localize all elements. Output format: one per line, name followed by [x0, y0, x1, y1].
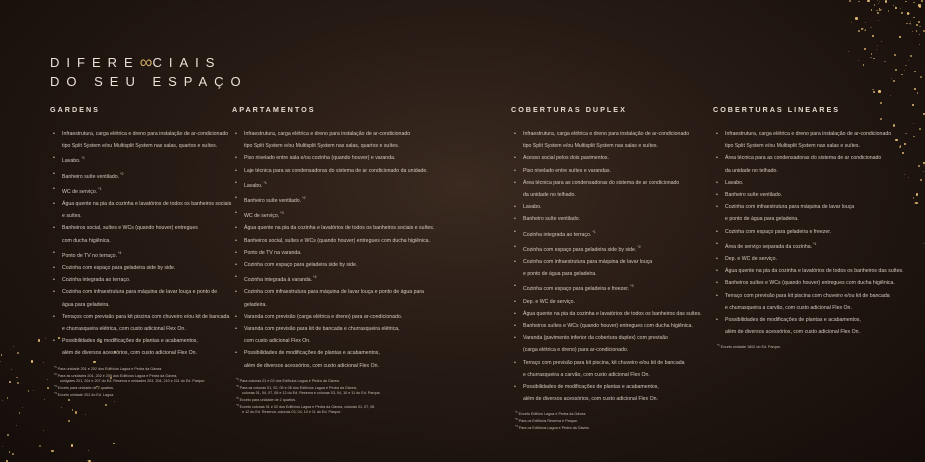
footnote: $^{*3}$ Para os Edifícios Lagoa e Pedra da Gávea. — [515, 424, 590, 431]
sparkle — [12, 453, 14, 455]
feature-item: • Banheiro suíte ventilado. — [725, 189, 904, 201]
feature-item: • Lavabo. $^{*1}$ — [62, 152, 231, 167]
sparkle — [904, 143, 906, 145]
sparkle — [893, 5, 895, 7]
title-line-1: DIFERE∞CIAIS — [50, 52, 222, 72]
sparkle — [913, 17, 915, 19]
sparkle — [923, 165, 924, 166]
sparkle — [919, 26, 920, 27]
footnote: $^{*4}$ Exceto unidade 202 do Ed. Lagoa. — [54, 390, 115, 397]
sparkle — [912, 104, 915, 107]
feature-item: • Cozinha com espaço para geladeira e freezer. $^{*3}$ — [523, 280, 702, 295]
feature-item: • Cozinha com espaço para geladeira e freezer. — [725, 226, 904, 238]
sparkle — [916, 24, 918, 26]
page-title — [50, 52, 248, 91]
sparkle — [908, 13, 910, 15]
sparkle — [905, 1, 907, 3]
sparkle — [851, 22, 852, 23]
feature-item: • Piso nivelado entre sala e/ou cozinha (quando houver) e varanda. — [244, 152, 434, 164]
sparkle — [855, 17, 857, 19]
feature-item: • Laje técnica para as condensadoras do sistema de ar condicionado da unidade. — [244, 165, 434, 177]
sparkle — [7, 434, 9, 436]
footnote-marker: *1 — [97, 186, 102, 191]
feature-item: • Dep. e WC de serviço. — [725, 253, 904, 265]
column-gardens — [50, 105, 231, 398]
footnote-marker: *1 — [262, 180, 267, 185]
feature-item: com custo adicional Flex On. — [244, 338, 311, 345]
sparkle — [913, 123, 914, 124]
sparkle — [45, 338, 46, 339]
feature-item: • Banheiros suítes e WCs (quando houver) entregues com ducha higiênica. — [725, 277, 904, 289]
sparkle — [917, 92, 918, 93]
footnote-marker: *3 — [629, 284, 634, 289]
sparkle — [43, 362, 44, 363]
footnote: $^{*4}$ Exceto colunas 01 e 02 dos Edifícios Lagoa e Pedra da Gávea, colunas 01, 07, 08 — [236, 402, 375, 409]
sparkle — [114, 401, 115, 402]
sparkle — [901, 74, 903, 76]
sparkle — [906, 23, 908, 25]
sparkle — [28, 390, 30, 392]
sparkle — [881, 41, 882, 42]
sparkle — [880, 9, 881, 10]
sparkle — [914, 71, 916, 73]
footnote-marker: *2 — [636, 244, 641, 249]
sparkle — [921, 0, 923, 2]
sparkle — [876, 10, 877, 11]
sparkle — [890, 95, 891, 96]
feature-item: • Lavabo. — [523, 201, 702, 213]
feature-item: tipo Split System e/ou Multisplit System nas salas e suítes. — [725, 143, 860, 150]
sparkle — [68, 420, 70, 422]
sparkle — [918, 21, 920, 23]
feature-item: • Infraestrutura, carga elétrica e dreno para instalação de ar-condicionado — [244, 128, 434, 140]
sparkle — [43, 430, 44, 431]
sparkle — [44, 399, 45, 400]
feature-item: e churrasqueira elétrica, com custo adicional Flex On. — [62, 326, 186, 333]
sparkle — [913, 2, 915, 4]
feature-item: • Possibilidades de modificações de plantas e acabamentos, — [244, 347, 434, 359]
sparkle — [920, 76, 921, 77]
sparkle — [912, 31, 913, 32]
column-heading: GARDENS — [50, 105, 100, 114]
sparkle — [9, 381, 11, 383]
sparkle — [918, 165, 920, 167]
footnotes — [713, 343, 904, 350]
sparkle — [858, 1, 859, 2]
sparkle — [913, 136, 914, 137]
feature-item: com ducha higiênica. — [62, 237, 111, 244]
sparkle — [908, 60, 909, 61]
feature-item: além de diversos acessórios, com custo adicional Flex On. — [244, 362, 379, 369]
sparkle — [919, 34, 921, 36]
sparkle — [16, 377, 17, 378]
column-apartamentos — [232, 105, 434, 415]
sparkle — [72, 409, 74, 411]
sparkle — [899, 36, 901, 38]
sparkle — [910, 55, 912, 57]
sparkle — [863, 64, 865, 66]
feature-item: • WC de serviço. $^{*1}$ — [62, 183, 231, 198]
column-heading: COBERTURAS LINEARES — [713, 105, 841, 114]
sparkle — [873, 91, 875, 93]
feature-item: e suítes. — [62, 213, 82, 220]
feature-item: (carga elétrica e dreno) para ar-condicionado. — [523, 347, 629, 354]
sparkle — [904, 70, 905, 71]
footnote-marker: *1 — [812, 241, 817, 246]
sparkle — [2, 400, 3, 401]
sparkle — [864, 30, 865, 31]
sparkle — [923, 30, 925, 32]
sparkle — [61, 407, 62, 408]
feature-item: • Cozinha integrada ao terraço. $^{*1}$ — [523, 226, 702, 241]
footnote: $^{*2}$ Para os Edifícios Reserva e Parque. — [515, 417, 579, 424]
sparkle — [877, 0, 878, 1]
sparkle — [31, 360, 33, 362]
footnote: $^{*3}$ Exceto para unidade de 2 quartos. — [236, 395, 297, 402]
footnote-marker: *4 — [116, 250, 122, 255]
feature-item: da unidade no telhado. — [725, 167, 778, 174]
sparkle — [900, 8, 901, 9]
sparkle — [905, 133, 906, 134]
footnotes — [511, 410, 702, 431]
feature-item: • Ponto de TV na varanda. — [244, 247, 434, 259]
sparkle — [51, 450, 53, 452]
feature-item: • Cozinha com espaço para geladeira side by side. — [244, 259, 434, 271]
feature-item: tipo Split System e/ou Multisplit System nas salas e suítes. — [523, 143, 658, 150]
sparkle — [919, 128, 921, 130]
sparkle — [17, 382, 19, 384]
footnote: $^{*2}$ Para as colunas 01, 02, 05 e 06 dos Edifícios Lagoa e Pedra da Gávea, — [236, 383, 357, 390]
sparkle — [864, 48, 866, 50]
footnote-marker: *3 — [279, 211, 284, 216]
feature-item: • Cozinha com infraestrutura para máquina de lavar louça — [523, 256, 702, 268]
sparkle — [2, 446, 3, 447]
feature-list — [511, 128, 702, 405]
feature-item: tipo Split System e/ou Multisplit System nas salas, quartos e suítes. — [62, 143, 218, 150]
footnotes — [232, 377, 434, 415]
sparkle — [894, 54, 896, 56]
sparkle — [33, 390, 34, 391]
sparkle — [16, 425, 17, 426]
feature-list — [713, 128, 904, 338]
feature-item: • Varanda (pavimento inferior da cobertura duplex) com previsão — [523, 332, 702, 344]
sparkle — [871, 9, 873, 11]
sparkle — [885, 0, 887, 2]
sparkle — [71, 444, 73, 446]
footnote-marker: *2 — [119, 171, 124, 176]
sparkle — [879, 1, 880, 2]
feature-item: • Área de serviço separada da cozinha. $^{*1}$ — [725, 238, 904, 253]
sparkle — [901, 12, 903, 14]
sparkle — [872, 35, 874, 37]
sparkle — [68, 399, 70, 401]
footnote: $^{*1}$ Exceto unidade 1802 do Ed. Parque. — [717, 343, 781, 350]
feature-item: • Cozinha com espaço para geladeira side by side. — [62, 262, 231, 274]
sparkle — [877, 12, 879, 14]
sparkle — [85, 414, 86, 415]
footnote: unidades 201, 204 e 207 do Ed. Reserva e unidades 203, 204, 210 e 211 do Ed. Parque. — [60, 378, 206, 383]
footnote-marker: *2 — [301, 196, 306, 201]
sparkle — [915, 202, 917, 204]
feature-item: da unidade no telhado. — [523, 192, 576, 199]
sparkle — [873, 58, 875, 60]
sparkle — [884, 61, 885, 62]
sparkle — [848, 51, 849, 52]
feature-item: • Varanda com previsão para kit de bancada e churrasqueira elétrica, — [244, 323, 434, 335]
feature-list — [50, 128, 231, 360]
sparkle — [11, 369, 12, 370]
feature-item: além de diversos acessórios, com custo adicional Flex On. — [725, 329, 860, 336]
feature-item: e churrasqueira a carvão, com custo adicional Flex On. — [725, 304, 852, 311]
sparkle — [895, 7, 898, 10]
sparkle — [17, 352, 19, 354]
feature-item: • Varanda com previsão (carga elétrica e dreno) para ar-condicionado. — [244, 311, 434, 323]
feature-item: • Infraestrutura, carga elétrica e dreno para instalação de ar-condicionado — [62, 128, 231, 140]
sparkle — [113, 443, 115, 445]
feature-list — [232, 128, 434, 372]
feature-item: • Terraços com previsão para kit piscina com chuveiro e/ou kit de bancada — [62, 311, 231, 323]
feature-item: • Cozinha com infraestrutura para máquina de lavar louça — [725, 201, 904, 213]
sparkle — [914, 88, 916, 90]
sparkle — [9, 451, 11, 453]
footnote: $^{*3}$ Exceto para unidade de 2 quartos. — [54, 383, 115, 390]
sparkle — [105, 404, 107, 406]
sparkle — [870, 27, 871, 28]
feature-item: tipo Split System e/ou Multisplit System nas salas, quartos e suítes. — [244, 143, 400, 150]
sparkle — [1, 354, 3, 356]
feature-item: • Lavabo. $^{*1}$ — [244, 177, 434, 192]
feature-item: • Possibilidades de modificações de plantas e acabamentos, — [523, 381, 702, 393]
sparkle — [0, 361, 1, 362]
feature-item: • Área técnica para as condensadoras do sistema de ar condicionado — [725, 152, 904, 164]
feature-item: • Cozinha com infraestrutura para máquina de lavar louça e ponto de água para — [244, 286, 434, 298]
footnote: colunas 01, 04, 07, 08 e 12 do Ed. Reserva e colunas 03, 04, 10 e 11 do Ed. Parque. — [242, 390, 381, 395]
sparkle — [878, 20, 879, 21]
sparkle — [39, 445, 40, 446]
sparkle — [874, 4, 875, 5]
feature-item: e ponto de água para geladeira. — [725, 216, 799, 223]
sparkle — [910, 21, 911, 22]
feature-item: • Banheiro suíte ventilado. — [523, 213, 702, 225]
sparkle — [19, 412, 21, 414]
sparkle — [888, 10, 889, 11]
feature-item: • Água quente na pia da cozinha e lavatórios de todos os banheiros das suítes. — [523, 308, 702, 320]
sparkle — [923, 171, 924, 172]
sparkle — [877, 45, 878, 46]
sparkle — [858, 60, 859, 61]
sparkle — [878, 3, 879, 4]
sparkle — [849, 0, 851, 2]
feature-item: • Acesso social pelos dois pavimentos. — [523, 152, 702, 164]
feature-item: • Possibilidades de modificações de plantas e acabamentos, — [725, 314, 904, 326]
feature-item: geladeira. — [244, 301, 267, 308]
footnote: $^{*1}$ Para unidade 201 e 202 dos Edifícios Lagoa e Pedra da Gávea. — [54, 364, 163, 371]
sparkle — [7, 397, 8, 398]
column-coberturas-lineares — [713, 105, 904, 350]
column-heading: COBERTURAS DUPLEX — [511, 105, 627, 114]
sparkle — [858, 30, 860, 32]
footnote-marker: *4 — [312, 275, 317, 280]
feature-item: • Água quente na pia da cozinha e lavatórios de todos os banheiros sociais — [62, 198, 231, 210]
footnote: $^{*1}$ Exceto Edifício Lagoa e Pedra da Gávea. — [515, 410, 587, 417]
feature-item: • Infraestrutura, carga elétrica e dreno para instalação de ar-condicionado — [725, 128, 904, 140]
sparkle — [871, 57, 872, 58]
title-line-2: DO SEU ESPAÇO — [50, 74, 248, 89]
feature-item: e churrasqueira a carvão, com custo adicional Flex On. — [523, 371, 650, 378]
feature-item: • Dep. e WC de serviço. — [523, 296, 702, 308]
feature-item: • Infraestrutura, carga elétrica e dreno para instalação de ar-condicionado — [523, 128, 702, 140]
sparkle — [865, 22, 866, 23]
sparkle — [919, 6, 921, 8]
feature-item: • Água quente na pia da cozinha e lavatórios de todos os banheiros sociais e suítes. — [244, 222, 434, 234]
feature-item: • Banheiro suíte ventilado. $^{*2}$ — [62, 168, 231, 183]
feature-item: • Possibilidades de modificações de plantas e acabamentos, — [62, 335, 231, 347]
feature-item: • Lavabo. — [725, 177, 904, 189]
sparkle — [916, 193, 918, 195]
feature-item: • Água quente na pia da cozinha e lavatórios de todos os banheiros das suítes. — [725, 265, 904, 277]
sparkle — [916, 30, 918, 32]
column-heading: APARTAMENTOS — [232, 105, 316, 114]
sparkle — [893, 80, 895, 82]
feature-item: • Banheiros social, suítes e WCs (quando houver) entregues — [62, 222, 231, 234]
feature-item: • Banheiro suíte ventilado. $^{*2}$ — [244, 192, 434, 207]
footnote: $^{*2}$ Para as unidades 201, 202 e 205 dos Edifícios Lagoa e Pedra da Gávea, — [54, 371, 178, 378]
sparkle — [13, 346, 14, 347]
footnote: $^{*1}$ Para colunas 01 e 02 dos Edifícios Lagoa e Pedra da Gávea. — [236, 376, 340, 383]
feature-item: • Cozinha integrada ao terraço. — [62, 274, 231, 286]
feature-item: além de diversos acessórios, com custo adicional Flex On. — [62, 350, 197, 357]
sparkle — [913, 197, 914, 198]
feature-item: • Cozinha integrada à varanda. $^{*4}$ — [244, 271, 434, 286]
feature-item: • Banheiros social, suítes e WCs (quando houver) entregues com ducha higiênica. — [244, 235, 434, 247]
feature-item: • Cozinha com infraestrutura para máquina de lavar louça e ponto de — [62, 286, 231, 298]
sparkle — [38, 339, 40, 341]
column-coberturas-duplex — [511, 105, 702, 431]
sparkle — [919, 44, 920, 45]
feature-item: • Ponto de TV no terraço. $^{*4}$ — [62, 247, 231, 262]
sparkle — [891, 78, 892, 79]
feature-item: além de diversos acessórios, com custo adicional Flex On. — [523, 396, 658, 403]
feature-item: • Área técnica para as condensadoras do sistema de ar condicionado — [523, 177, 702, 189]
sparkle — [878, 90, 881, 93]
sparkle — [920, 179, 922, 181]
sparkle — [876, 49, 877, 50]
sparkle — [88, 450, 89, 451]
feature-item: e ponto de água para geladeira. — [523, 271, 597, 278]
sparkle — [871, 53, 873, 55]
sparkle — [910, 24, 911, 25]
sparkle — [923, 243, 924, 244]
feature-item: água para geladeira. — [62, 301, 110, 308]
sparkle — [47, 379, 48, 380]
sparkle — [905, 65, 906, 66]
footnotes — [50, 365, 231, 398]
sparkle — [867, 0, 869, 2]
footnote: e 12 do Ed. Reserva, colunas 03, 04, 10 e 11 do Ed. Parque. — [242, 409, 342, 414]
feature-item: • Terraço com previsão para kit piscina, kit chuveiro e/ou kit de bancada — [523, 357, 702, 369]
footnote-marker: *1 — [80, 156, 85, 161]
sparkle — [895, 69, 897, 71]
feature-item: • Terraço com previsão para kit piscina com chuveiro e/ou kit de bancada — [725, 290, 904, 302]
footnote-marker: *1 — [591, 229, 596, 234]
sparkle — [22, 407, 23, 408]
feature-item: • Banheiros suítes e WCs (quando houver) entregues com ducha higiênica. — [523, 320, 702, 332]
infinity-icon: ∞ — [139, 52, 153, 72]
feature-item: • Cozinha com espaço para geladeira side by side. $^{*2}$ — [523, 241, 702, 256]
sparkle — [75, 411, 77, 413]
feature-item: • Piso nivelado entre suítes e varandas. — [523, 165, 702, 177]
sparkle — [904, 174, 905, 175]
feature-item: • WC de serviço. $^{*3}$ — [244, 207, 434, 222]
sparkle — [908, 177, 909, 178]
